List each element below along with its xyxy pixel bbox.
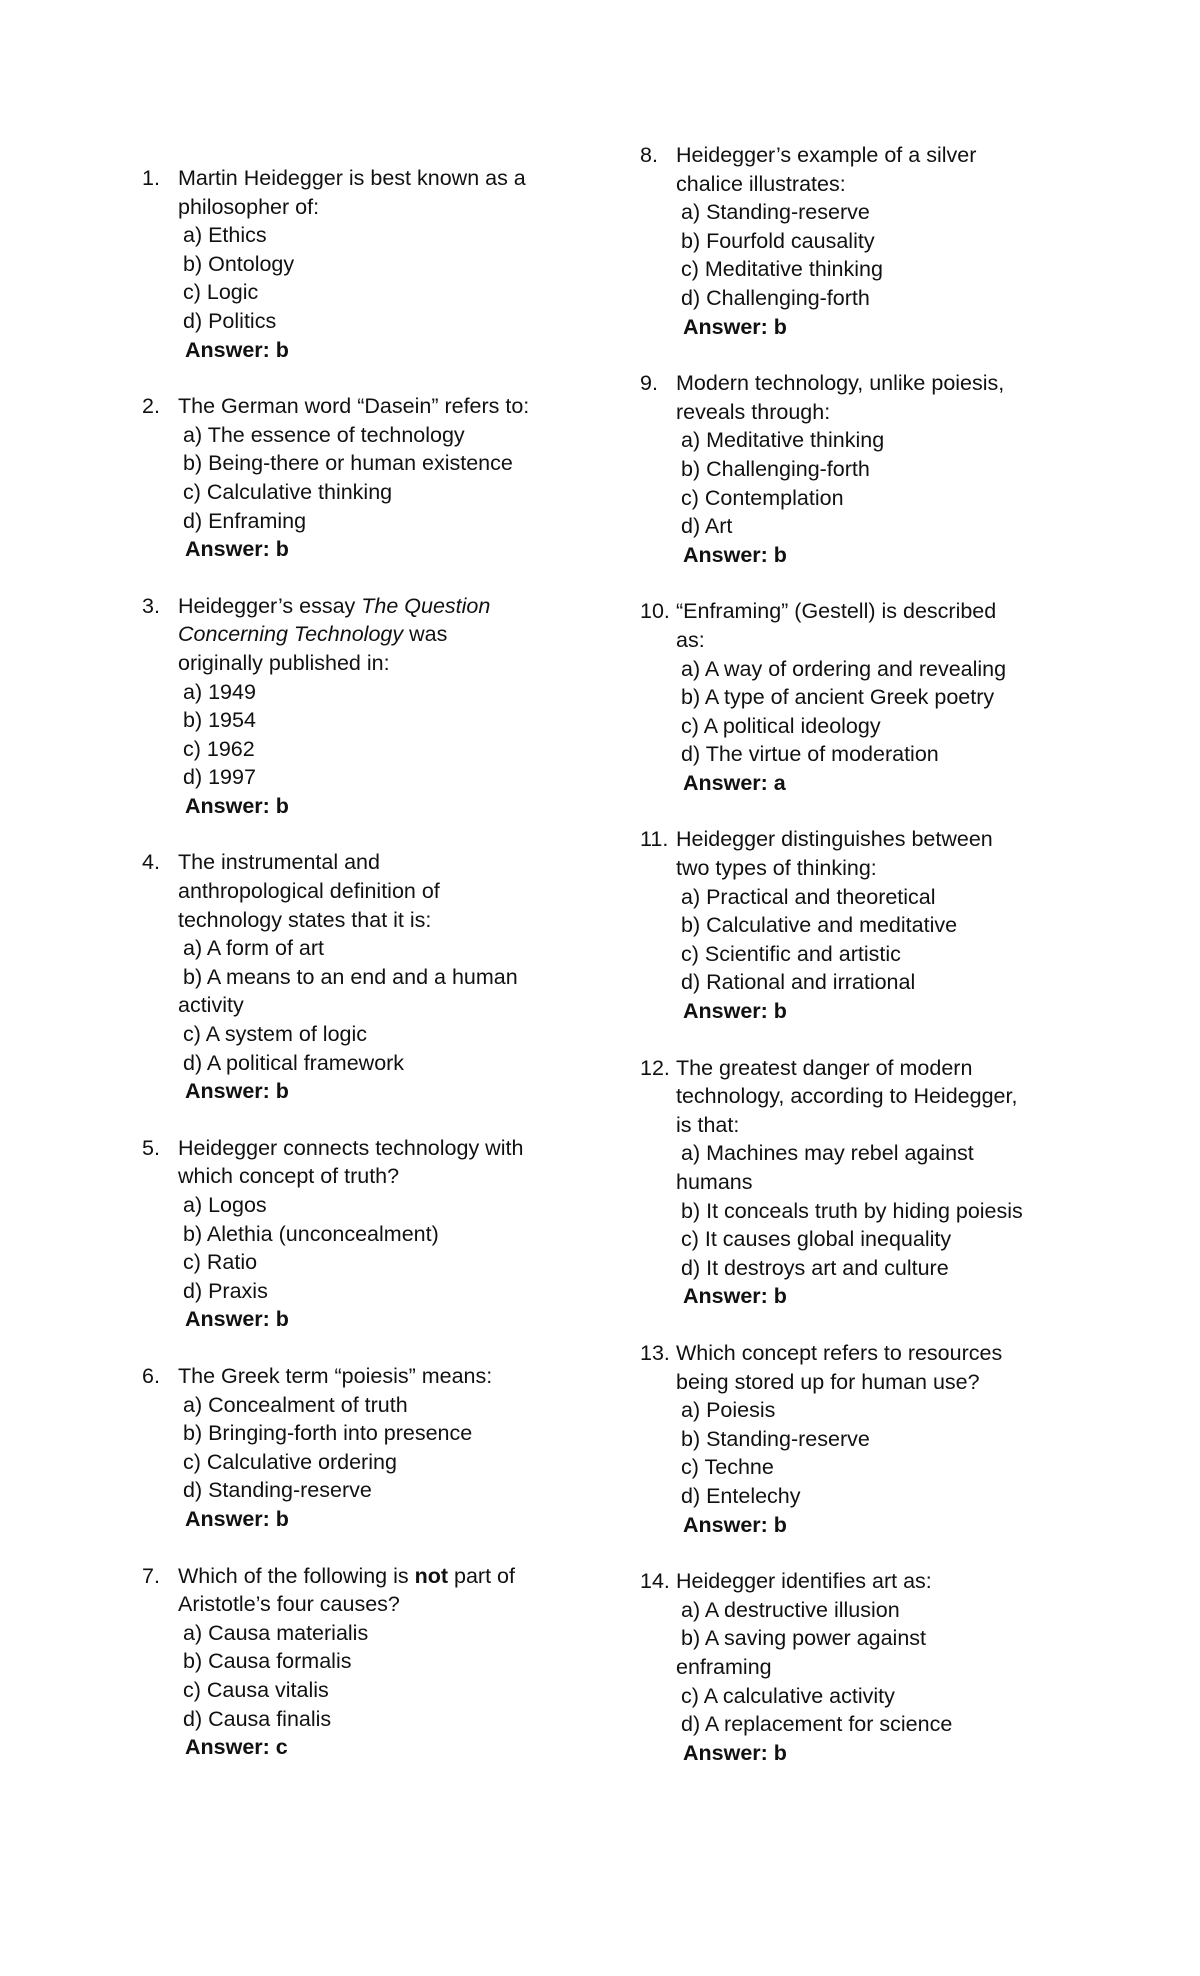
option-d: d) 1997 <box>183 765 256 790</box>
question-stem: Modern technology, unlike poiesis, reveals through: <box>676 371 1011 424</box>
answer-key: Answer: b <box>185 1307 289 1332</box>
option-c: c) A calculative activity <box>681 1683 895 1708</box>
option-b: b) A means to an end and a human activity <box>178 964 524 1018</box>
option-b: b) Standing-reserve <box>681 1426 870 1451</box>
question-14 <box>640 1567 1086 1767</box>
option-c: c) Logic <box>183 280 259 305</box>
answer-key: Answer: b <box>683 1740 787 1765</box>
stem-text: Which of the following is <box>178 1563 415 1588</box>
option-b: b) Being-there or human existence <box>183 451 513 476</box>
option-d: d) Praxis <box>183 1278 268 1303</box>
question-stem: Heidegger connects technology with which concept of truth? <box>178 1135 530 1189</box>
option-d: d) The virtue of moderation <box>681 742 939 767</box>
option-b: b) 1954 <box>183 708 256 733</box>
option-b: b) Alethia (unconcealment) <box>183 1221 439 1246</box>
question-number: 1. <box>142 166 160 190</box>
left-column <box>142 164 578 1790</box>
option-b: b) Ontology <box>183 251 295 276</box>
answer-key: Answer: b <box>683 999 787 1024</box>
question-stem <box>178 592 498 678</box>
question-number: 11. <box>640 827 669 852</box>
option-d: d) Rational and irrational <box>681 970 916 995</box>
option-c: c) Calculative thinking <box>183 479 393 504</box>
question-stem: The Greek term “poiesis” means: <box>178 1363 493 1388</box>
question-8 <box>640 141 1086 341</box>
option-c: c) It causes global inequality <box>681 1227 952 1252</box>
question-stem: Martin Heidegger is best known as a philosopher of: <box>178 166 532 219</box>
stem-text: part of Aristotle’s four causes? <box>178 1563 520 1617</box>
answer-key: Answer: b <box>185 1079 289 1104</box>
option-a: a) A way of ordering and revealing <box>681 656 1007 681</box>
option-b: b) Challenging-forth <box>681 456 870 481</box>
option-d: d) Causa finalis <box>183 1706 332 1731</box>
question-5 <box>142 1134 578 1334</box>
stem-text: Heidegger’s essay <box>178 593 362 618</box>
question-3 <box>142 592 578 821</box>
option-c: c) A political ideology <box>681 713 881 738</box>
question-number: 4. <box>142 850 160 875</box>
answer-key: Answer: c <box>185 1735 288 1760</box>
question-number: 13. <box>640 1340 670 1365</box>
question-4 <box>142 848 578 1105</box>
option-d: d) It destroys art and culture <box>681 1255 949 1280</box>
option-c: c) 1962 <box>183 736 255 761</box>
question-12 <box>640 1054 1086 1311</box>
question-stem: Heidegger’s example of a silver chalice illustrates: <box>676 143 983 196</box>
question-11 <box>640 825 1086 1025</box>
stem-text: was originally published in: <box>178 622 454 675</box>
question-number: 3. <box>142 593 160 618</box>
question-6 <box>142 1362 578 1534</box>
question-stem: Which concept refers to resources being stored up for human use? <box>676 1340 1009 1394</box>
question-13 <box>640 1339 1086 1539</box>
answer-key: Answer: b <box>185 337 289 362</box>
option-c: c) Scientific and artistic <box>681 941 901 966</box>
option-b: b) It conceals truth by hiding poiesis <box>681 1198 1023 1223</box>
option-d: d) Politics <box>183 308 277 333</box>
question-number: 7. <box>142 1563 160 1588</box>
option-a: a) Practical and theoretical <box>681 884 936 909</box>
question-stem: The greatest danger of modern technology, according to Heidegger, is that: <box>676 1055 1024 1137</box>
answer-key: Answer: b <box>683 1512 787 1537</box>
option-a: a) Poiesis <box>681 1398 776 1423</box>
option-d: d) A replacement for science <box>681 1712 953 1737</box>
option-c: c) Techne <box>681 1455 774 1480</box>
emphasis: not <box>414 1563 449 1588</box>
option-d: d) Challenging-forth <box>681 285 870 310</box>
option-a: a) Ethics <box>183 223 267 248</box>
answer-key: Answer: b <box>683 1284 787 1309</box>
question-number: 9. <box>640 371 658 396</box>
question-stem <box>178 1562 558 1619</box>
question-stem: “Enframing” (Gestell) is described as: <box>676 599 1003 652</box>
option-b: b) A type of ancient Greek poetry <box>681 685 995 710</box>
option-d: d) Standing-reserve <box>183 1478 372 1503</box>
option-a: a) Machines may rebel against humans <box>676 1141 980 1194</box>
question-stem: The instrumental and anthropological definition of technology states that it is: <box>178 850 446 932</box>
question-7 <box>142 1562 578 1762</box>
answer-key: Answer: b <box>683 542 787 567</box>
option-a: a) The essence of technology <box>183 422 465 447</box>
option-a: a) 1949 <box>183 679 256 704</box>
answer-key: Answer: b <box>185 537 289 562</box>
option-c: c) Ratio <box>183 1250 258 1275</box>
option-c: c) A system of logic <box>183 1022 368 1047</box>
option-b: b) A saving power against enframing <box>676 1626 932 1679</box>
option-b: b) Causa formalis <box>183 1649 352 1674</box>
option-d: d) A political framework <box>183 1050 405 1075</box>
option-d: d) Entelechy <box>681 1483 801 1508</box>
question-number: 6. <box>142 1363 160 1388</box>
option-c: c) Causa vitalis <box>183 1677 329 1702</box>
option-d: d) Art <box>681 514 733 539</box>
option-a: a) A form of art <box>183 936 324 961</box>
question-number: 10. <box>640 599 670 624</box>
answer-key: Answer: a <box>683 770 786 795</box>
question-number: 12. <box>640 1055 670 1080</box>
option-a: a) Standing-reserve <box>681 200 870 225</box>
option-d: d) Enframing <box>183 508 307 533</box>
answer-key: Answer: b <box>185 1506 289 1531</box>
answer-key: Answer: b <box>185 793 289 818</box>
question-number: 2. <box>142 394 160 419</box>
option-b: b) Calculative and meditative <box>681 913 958 938</box>
question-stem: Heidegger identifies art as: <box>676 1569 932 1594</box>
option-a: a) Concealment of truth <box>183 1392 408 1417</box>
option-c: c) Calculative ordering <box>183 1449 397 1474</box>
question-1 <box>142 164 578 364</box>
option-a: a) Meditative thinking <box>681 428 885 453</box>
essay-title: The Question Concerning Technology <box>178 593 497 647</box>
question-stem: Heidegger distinguishes between two types of thinking: <box>676 827 999 881</box>
option-c: c) Meditative thinking <box>681 257 883 282</box>
option-a: a) Logos <box>183 1193 267 1217</box>
right-column <box>640 141 1086 1795</box>
question-2 <box>142 392 578 564</box>
option-b: b) Fourfold causality <box>681 228 875 253</box>
question-number: 14. <box>640 1569 670 1594</box>
question-stem: The German word “Dasein” refers to: <box>178 394 530 419</box>
option-c: c) Contemplation <box>681 485 844 510</box>
question-number: 8. <box>640 143 658 167</box>
option-a: a) A destructive illusion <box>681 1597 900 1622</box>
question-number: 5. <box>142 1135 160 1160</box>
question-9 <box>640 369 1086 569</box>
question-10 <box>640 597 1086 797</box>
answer-key: Answer: b <box>683 314 787 339</box>
option-b: b) Bringing-forth into presence <box>183 1421 473 1446</box>
option-a: a) Causa materialis <box>183 1620 369 1645</box>
